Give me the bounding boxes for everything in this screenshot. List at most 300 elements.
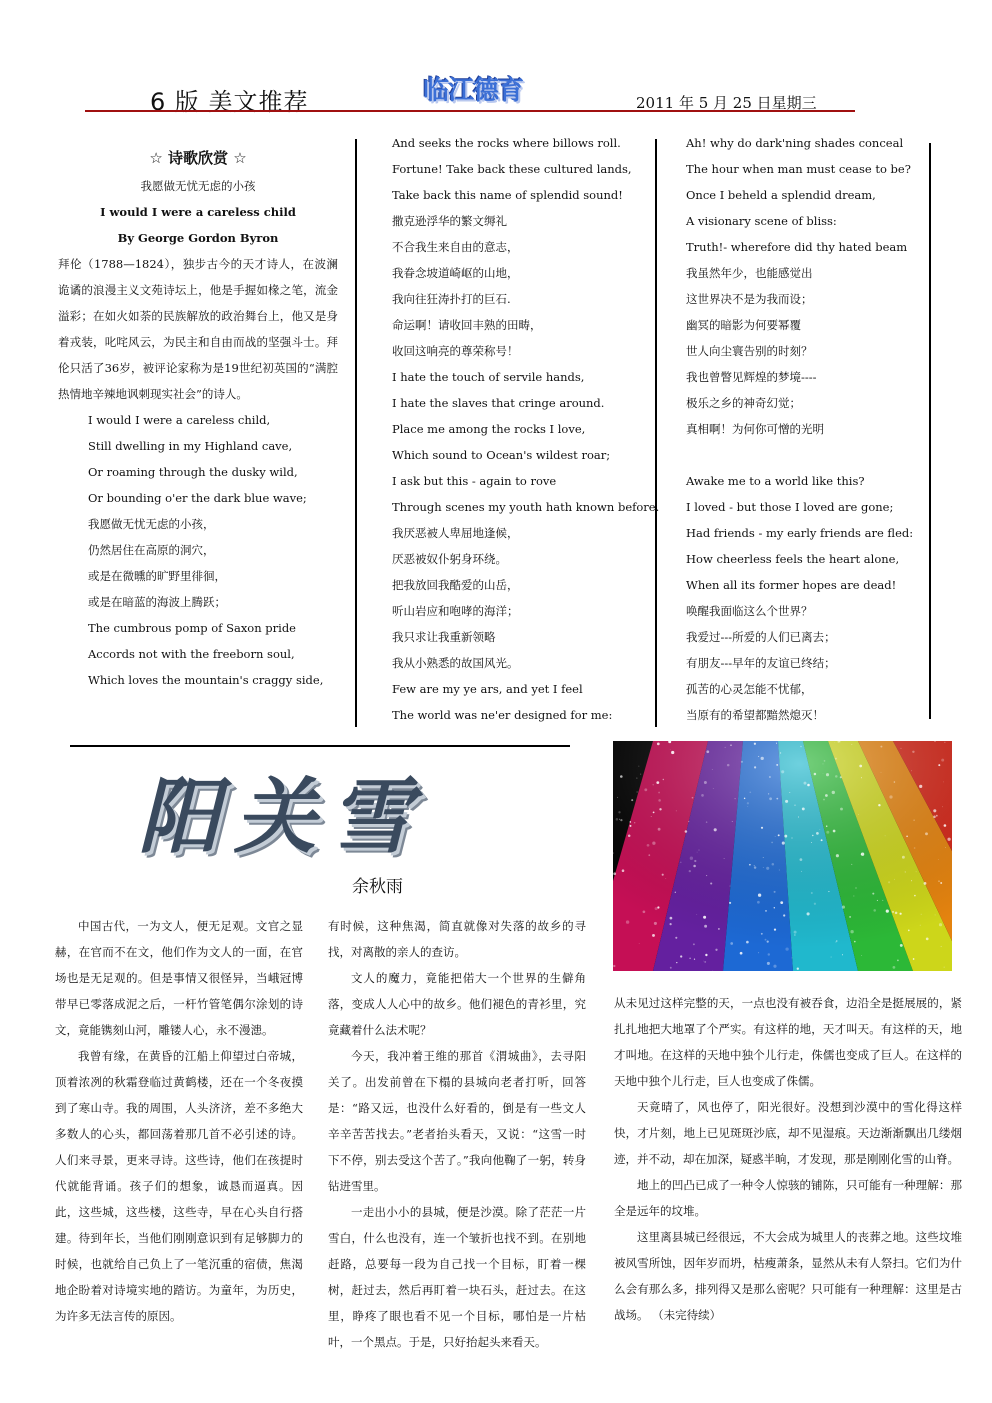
glitter-sparkle bbox=[942, 806, 943, 807]
essay-paragraph: 中国古代，一为文人，便无足观。文官之显赫，在官而不在文，他们作为文人的一面，在官场也是无足观的。但是事情又很怪异，当峨冠博带早已零落成泥之后，一杆竹管笔偶尔涂划的诗文，竟能镌刻山河，雕镂人心，永不漫漶。 bbox=[55, 919, 303, 1037]
poem-line: Once I beheld a splendid dream, bbox=[686, 188, 876, 202]
glitter-sparkle bbox=[802, 807, 805, 810]
poem-line: I loved - but those I loved are gone; bbox=[686, 500, 894, 514]
glitter-sparkle bbox=[943, 781, 944, 782]
glitter-sparkle bbox=[940, 882, 942, 884]
glitter-sparkle bbox=[703, 961, 704, 962]
poem-line: 我从小熟悉的故国风光。 bbox=[392, 656, 519, 670]
glitter-sparkle bbox=[754, 743, 756, 745]
glitter-sparkle bbox=[814, 773, 817, 776]
rainbow-glitter-image bbox=[613, 741, 952, 971]
poem-line: Or bounding o'er the dark blue wave; bbox=[88, 491, 307, 505]
glitter-sparkle bbox=[885, 835, 886, 836]
essay-paragraph: 这里离县城已经很远，不大会成为城里人的丧葬之地。这些坟堆被风雪所蚀，因年岁而坍，枯瘦萧条，显然从未有人祭扫。它们为什么会有那么多，排列得又是那么密呢？只可能有一种理解：这里是古战场。 （未完待续） bbox=[614, 1230, 962, 1322]
poem-line: The world was ne'er designed for me: bbox=[392, 708, 613, 722]
column-divider bbox=[929, 143, 931, 719]
glitter-sparkle bbox=[754, 766, 756, 768]
glitter-sparkle bbox=[858, 814, 859, 815]
glitter-sparkle bbox=[713, 788, 714, 789]
poem-line: I hate the slaves that cringe around. bbox=[392, 396, 605, 410]
glitter-sparkle bbox=[765, 939, 767, 941]
glitter-sparkle bbox=[878, 804, 880, 806]
glitter-sparkle bbox=[936, 815, 938, 817]
glitter-sparkle bbox=[688, 821, 689, 822]
glitter-sparkle bbox=[774, 929, 776, 931]
poem-line: 不合我生来自由的意志， bbox=[392, 240, 519, 254]
glitter-sparkle bbox=[670, 923, 672, 925]
glitter-sparkle bbox=[680, 955, 682, 957]
glitter-sparkle bbox=[789, 792, 790, 793]
glitter-sparkle bbox=[761, 827, 763, 829]
poem-column-1 bbox=[58, 143, 338, 693]
poem-line: The hour when man must cease to be? bbox=[686, 162, 911, 176]
glitter-sparkle bbox=[734, 798, 735, 799]
poem-line: 仍然居住在高原的洞穴， bbox=[88, 543, 215, 557]
glitter-sparkle bbox=[730, 745, 731, 746]
glitter-sparkle bbox=[725, 747, 726, 748]
glitter-sparkle bbox=[620, 775, 623, 778]
poem-line: Take back this name of splendid sound! bbox=[392, 188, 623, 202]
glitter-sparkle bbox=[758, 756, 759, 757]
glitter-sparkle bbox=[850, 930, 853, 933]
glitter-sparkle bbox=[889, 795, 892, 798]
poem-line: 我只求让我重新领略 bbox=[392, 630, 496, 644]
glitter-sparkle bbox=[826, 825, 827, 826]
glitter-sparkle bbox=[689, 958, 691, 960]
essay-paragraph: 今天，我冲着王维的那首《渭城曲》，去寻阳关了。出发前曾在下榻的县城向老者打听，回答是：“路又远，也没什么好看的，倒是有一些文人辛辛苦苦找去。”老者抬头看天，又说：“这雪一时下不停，别去受这个苦了。”我向他鞠了一躬，转身钻进雪里。 bbox=[328, 1049, 586, 1193]
glitter-sparkle bbox=[704, 925, 707, 928]
glitter-sparkle bbox=[690, 857, 693, 860]
poem-line: 世人向尘寰告别的时刻？ bbox=[686, 344, 813, 358]
glitter-sparkle bbox=[925, 832, 928, 835]
glitter-sparkle bbox=[882, 900, 883, 901]
glitter-sparkle bbox=[653, 812, 655, 814]
poem-line: I would I were a careless child, bbox=[88, 413, 271, 427]
glitter-sparkle bbox=[801, 871, 802, 872]
glitter-sparkle bbox=[710, 882, 712, 884]
glitter-sparkle bbox=[933, 816, 936, 819]
glitter-sparkle bbox=[763, 867, 764, 868]
glitter-sparkle bbox=[676, 962, 677, 963]
glitter-sparkle bbox=[906, 835, 908, 837]
glitter-sparkle bbox=[665, 878, 666, 879]
glitter-sparkle bbox=[888, 881, 890, 883]
glitter-sparkle bbox=[794, 804, 796, 806]
glitter-sparkle bbox=[616, 818, 619, 821]
glitter-sparkle bbox=[671, 751, 674, 754]
glitter-sparkle bbox=[694, 959, 695, 960]
glitter-sparkle bbox=[727, 764, 730, 767]
glitter-sparkle bbox=[912, 751, 914, 753]
glitter-sparkle bbox=[630, 821, 632, 823]
glitter-sparkle bbox=[804, 782, 807, 785]
essay-title: 阳关雪 bbox=[138, 770, 426, 865]
glitter-sparkle bbox=[747, 802, 749, 804]
masthead-logo: 临江德育 bbox=[423, 76, 524, 106]
glitter-sparkle bbox=[779, 870, 780, 871]
glitter-sparkle bbox=[746, 941, 749, 944]
glitter-sparkle bbox=[754, 866, 756, 868]
glitter-sparkle bbox=[877, 900, 878, 901]
poem-line: 我眷念坡道崎岖的山地， bbox=[392, 266, 519, 280]
glitter-sparkle bbox=[659, 808, 661, 810]
glitter-sparkle bbox=[913, 958, 915, 960]
glitter-sparkle bbox=[902, 856, 905, 859]
glitter-sparkle bbox=[670, 967, 672, 969]
glitter-sparkle bbox=[792, 838, 793, 839]
glitter-sparkle bbox=[706, 821, 708, 823]
glitter-sparkle bbox=[663, 779, 664, 780]
glitter-sparkle bbox=[900, 913, 902, 915]
glitter-sparkle bbox=[897, 960, 899, 962]
glitter-sparkle bbox=[701, 794, 704, 797]
poem-line: 唤醒我面临这么个世界？ bbox=[686, 604, 813, 618]
poem-line: 我厌恶被人卑屈地逢候， bbox=[392, 526, 519, 540]
glitter-sparkle bbox=[676, 811, 677, 812]
glitter-sparkle bbox=[836, 854, 839, 857]
glitter-sparkle bbox=[908, 930, 910, 932]
glitter-sparkle bbox=[916, 871, 917, 872]
glitter-sparkle bbox=[706, 750, 709, 753]
glitter-sparkle bbox=[921, 914, 922, 915]
glitter-sparkle bbox=[807, 784, 810, 787]
glitter-sparkle bbox=[814, 903, 816, 905]
poem-line: Ah! why do dark'ning shades conceal bbox=[686, 136, 904, 150]
glitter-sparkle bbox=[913, 820, 914, 821]
glitter-sparkle bbox=[637, 791, 638, 792]
poem-line: Place me among the rocks I love, bbox=[392, 422, 586, 436]
poem-line: A visionary scene of bliss: bbox=[686, 214, 837, 228]
glitter-sparkle bbox=[652, 784, 653, 785]
poem-line: 我也曾瞥见辉煌的梦境---- bbox=[686, 370, 817, 384]
glitter-sparkle bbox=[628, 835, 631, 838]
glitter-sparkle bbox=[758, 894, 761, 897]
poem-line: I hate the touch of servile hands, bbox=[392, 370, 585, 384]
essay-rule bbox=[70, 745, 570, 747]
poem-line: How cheerless feels the heart alone, bbox=[686, 552, 900, 566]
glitter-sparkle bbox=[826, 831, 829, 834]
essay-author: 余秋雨 bbox=[352, 877, 403, 897]
glitter-sparkle bbox=[761, 757, 764, 760]
glitter-sparkle bbox=[630, 825, 632, 827]
glitter-sparkle bbox=[741, 761, 743, 763]
glitter-sparkle bbox=[835, 941, 836, 942]
glitter-sparkle bbox=[944, 967, 945, 968]
glitter-sparkle bbox=[859, 765, 862, 768]
glitter-sparkle bbox=[692, 797, 694, 799]
glitter-sparkle bbox=[699, 850, 700, 851]
glitter-sparkle bbox=[780, 901, 783, 904]
glitter-sparkle bbox=[938, 880, 940, 882]
glitter-sparkle bbox=[784, 835, 787, 838]
glitter-sparkle bbox=[730, 942, 733, 945]
glitter-sparkle bbox=[693, 865, 696, 868]
glitter-sparkle bbox=[880, 746, 882, 748]
glitter-sparkle bbox=[792, 957, 793, 958]
poem-line: Few are my ye ars, and yet I feel bbox=[392, 682, 583, 696]
glitter-sparkle bbox=[800, 746, 802, 748]
glitter-sparkle bbox=[619, 819, 620, 820]
glitter-sparkle bbox=[652, 934, 655, 937]
glitter-sparkle bbox=[911, 880, 912, 881]
glitter-sparkle bbox=[794, 934, 795, 935]
poem-section-heading: ☆ 诗歌欣赏 ☆ bbox=[149, 149, 247, 167]
header-rule bbox=[85, 110, 855, 112]
glitter-sparkle bbox=[775, 836, 776, 837]
glitter-sparkle bbox=[886, 910, 889, 913]
poem-line: Through scenes my youth hath known before. bbox=[392, 500, 660, 514]
glitter-sparkle bbox=[819, 829, 820, 830]
poem-line: 或是在微曛的旷野里徘徊， bbox=[88, 569, 226, 583]
glitter-sparkle bbox=[670, 917, 673, 920]
essay-paragraph: 文人的魔力，竟能把偌大一个世界的生僻角落，变成人人心中的故乡。他们褪色的青衫里，究竟藏着什么法术呢？ bbox=[328, 971, 586, 1037]
glitter-sparkle bbox=[851, 744, 852, 745]
glitter-sparkle bbox=[823, 799, 825, 801]
glitter-sparkle bbox=[854, 941, 856, 943]
glitter-sparkle bbox=[776, 798, 778, 800]
glitter-sparkle bbox=[767, 940, 769, 942]
glitter-sparkle bbox=[835, 775, 838, 778]
glitter-sparkle bbox=[861, 955, 862, 956]
glitter-sparkle bbox=[657, 743, 660, 746]
glitter-sparkle bbox=[872, 893, 874, 895]
poem-line: 把我放回我酷爱的山岳， bbox=[392, 578, 519, 592]
glitter-sparkle bbox=[657, 906, 659, 908]
glitter-sparkle bbox=[643, 910, 646, 913]
glitter-sparkle bbox=[651, 816, 652, 817]
poem-line bbox=[686, 442, 926, 468]
glitter-sparkle bbox=[945, 847, 946, 848]
glitter-sparkle bbox=[785, 947, 788, 950]
glitter-sparkle bbox=[873, 909, 876, 912]
column-divider bbox=[655, 139, 657, 727]
glitter-sparkle bbox=[670, 749, 671, 750]
poet-biography: 拜伦（1788—1824），独步古今的天才诗人，在波澜诡谲的浪漫主义文苑诗坛上，他是手握如椽之笔，流金溢彩；在如火如荼的民族解放的政治舞台上，他又是身着戎装，叱咤风云，为民主和自由而战的坚强斗士。拜伦只活了36岁，被评论家称为是19世纪初英国的“满腔热情地辛辣地讽刺现实社会”的诗人。 bbox=[58, 257, 338, 401]
glitter-sparkle bbox=[766, 867, 769, 870]
glitter-sparkle bbox=[824, 760, 826, 762]
glitter-sparkle bbox=[842, 954, 843, 955]
glitter-sparkle bbox=[754, 865, 755, 866]
glitter-sparkle bbox=[740, 952, 743, 955]
glitter-sparkle bbox=[914, 847, 916, 849]
glitter-sparkle bbox=[880, 772, 881, 773]
glitter-sparkle bbox=[765, 910, 767, 912]
glitter-sparkle bbox=[935, 914, 936, 915]
glitter-sparkle bbox=[758, 952, 759, 953]
essay-paragraph: 我曾有缘，在黄昏的江船上仰望过白帝城，顶着浓冽的秋霜登临过黄鹤楼，还在一个冬夜摸到了寒山寺。我的周围，人头济济，差不多绝大多数人的心头，都回荡着那几首不必引述的诗。人们来寻景，更来寻诗。这些诗，他们在孩提时代就能背诵。孩子们的想象，诚恳而逼真。因此，这些城，这些楼，这些寺，早在心头自行搭建。待到年长，当他们刚刚意识到有足够脚力的时候，也就给自己负上了一笔沉重的宿债，焦渴地企盼着对诗境实地的踏访。为童年，为历史，为许多无法言传的原因。 bbox=[55, 1049, 303, 1323]
glitter-sparkle bbox=[831, 957, 832, 958]
glitter-sparkle bbox=[696, 914, 697, 915]
glitter-sparkle bbox=[771, 842, 773, 844]
glitter-sparkle bbox=[761, 933, 763, 935]
poem-line: I ask but this - again to rove bbox=[392, 474, 557, 488]
glitter-sparkle bbox=[778, 834, 780, 836]
glitter-sparkle bbox=[724, 858, 725, 859]
poem-line: Had friends - my early friends are fled: bbox=[686, 526, 914, 540]
page-section-label: 6 版 美文推荐 bbox=[150, 88, 309, 116]
glitter-sparkle bbox=[926, 938, 929, 941]
glitter-sparkle bbox=[797, 968, 799, 970]
poem-line: 极乐之乡的神奇幻觉； bbox=[686, 396, 801, 410]
glitter-sparkle bbox=[638, 766, 639, 767]
poem-line: 孤苦的心灵怎能不忧郁， bbox=[686, 682, 813, 696]
poem-line: 我虽然年少，也能感觉出 bbox=[686, 266, 813, 280]
poem-line: The cumbrous pomp of Saxon pride bbox=[88, 621, 296, 635]
glitter-sparkle bbox=[835, 758, 837, 760]
poem-line: Fortune! Take back these cultured lands, bbox=[392, 162, 632, 176]
glitter-sparkle bbox=[811, 842, 812, 843]
essay-column-2 bbox=[328, 913, 586, 1355]
poem-column-2 bbox=[392, 130, 660, 728]
glitter-sparkle bbox=[662, 874, 664, 876]
glitter-sparkle bbox=[749, 864, 751, 866]
essay-paragraph: 一走出小小的县城，便是沙漠。除了茫茫一片雪白，什么也没有，连一个皱折也找不到。在别地赶路，总要每一段为自己找一个目标，盯着一棵树，赶过去，然后再盯着一块石头，赶过去。在这里，睁疼了眼也看不见一个目标，哪怕是一片枯叶，一个黑点。于是，只好抬起头来看天。 bbox=[328, 1205, 586, 1349]
glitter-sparkle bbox=[782, 842, 785, 845]
glitter-sparkle bbox=[712, 970, 713, 971]
glitter-sparkle bbox=[920, 925, 921, 926]
poem-line: 这世界决不是为我而设； bbox=[686, 292, 813, 306]
glitter-sparkle bbox=[767, 962, 770, 965]
glitter-sparkle bbox=[636, 778, 637, 779]
glitter-sparkle bbox=[644, 788, 647, 791]
glitter-sparkle bbox=[748, 806, 749, 807]
glitter-sparkle bbox=[854, 896, 855, 897]
glitter-sparkle bbox=[658, 792, 660, 794]
glitter-sparkle bbox=[893, 966, 896, 969]
poem-line: 当原有的希望都黯然熄灭！ bbox=[686, 708, 824, 722]
glitter-sparkle bbox=[941, 759, 944, 762]
glitter-sparkle bbox=[783, 914, 785, 916]
poem-line: 厌恶被奴仆躬身环绕。 bbox=[392, 552, 507, 566]
glitter-sparkle bbox=[828, 891, 829, 892]
glitter-sparkle bbox=[941, 946, 942, 947]
glitter-sparkle bbox=[763, 857, 764, 858]
poem-author: By George Gordon Byron bbox=[117, 231, 279, 245]
poem-line: Truth!- wherefore did thy hated beam bbox=[686, 240, 908, 254]
glitter-sparkle bbox=[800, 858, 803, 861]
glitter-sparkle bbox=[693, 943, 695, 945]
poem-line: When all its former hopes are dead! bbox=[686, 578, 897, 592]
glitter-sparkle bbox=[933, 809, 936, 812]
glitter-sparkle bbox=[840, 776, 842, 778]
glitter-sparkle bbox=[785, 800, 788, 803]
glitter-sparkle bbox=[773, 965, 776, 968]
glitter-sparkle bbox=[812, 835, 813, 836]
poem-line: 撒克逊浮华的繁文缛礼 bbox=[392, 214, 507, 228]
glitter-sparkle bbox=[675, 892, 676, 893]
poem-line: Or roaming through the dusky wild, bbox=[88, 465, 298, 479]
poem-line: Which loves the mountain's craggy side, bbox=[88, 673, 324, 687]
poem-line: 我愿做无忧无虑的小孩， bbox=[88, 517, 215, 531]
glitter-sparkle bbox=[944, 824, 947, 827]
glitter-sparkle bbox=[704, 781, 707, 784]
glitter-sparkle bbox=[718, 928, 720, 930]
glitter-sparkle bbox=[648, 854, 650, 856]
glitter-sparkle bbox=[768, 953, 770, 955]
glitter-sparkle bbox=[911, 770, 912, 771]
poem-lines bbox=[58, 407, 338, 693]
glitter-sparkle bbox=[947, 838, 950, 841]
poem-line: And seeks the rocks where billows roll. bbox=[392, 136, 621, 150]
poem-line: Awake me to a world like this? bbox=[686, 474, 865, 488]
glitter-sparkle bbox=[655, 907, 658, 910]
glitter-sparkle bbox=[712, 769, 713, 770]
glitter-sparkle bbox=[774, 907, 775, 908]
glitter-sparkle bbox=[894, 879, 895, 880]
glitter-sparkle bbox=[816, 832, 819, 835]
glitter-sparkle bbox=[861, 777, 862, 778]
glitter-sparkle bbox=[823, 763, 824, 764]
glitter-sparkle bbox=[647, 844, 650, 847]
glitter-sparkle bbox=[715, 949, 717, 951]
glitter-sparkle bbox=[732, 821, 733, 822]
glitter-sparkle bbox=[730, 886, 731, 887]
glitter-sparkle bbox=[634, 822, 635, 823]
poem-line: 真相啊！为何你可憎的光明 bbox=[686, 422, 824, 436]
glitter-sparkle bbox=[744, 798, 745, 799]
poem-line: Accords not with the freeborn soul, bbox=[88, 647, 295, 661]
glitter-sparkle bbox=[689, 870, 691, 872]
glitter-sparkle bbox=[631, 799, 633, 801]
glitter-sparkle bbox=[618, 811, 620, 813]
rainbow-glitter-illustration bbox=[613, 741, 952, 971]
glitter-sparkle bbox=[703, 916, 706, 919]
glitter-sparkle bbox=[694, 860, 696, 862]
essay-paragraph: 天竟晴了，风也停了，阳光很好。没想到沙漠中的雪化得这样快，才片刻，地上已见斑斑沙底，却不见湿痕。天边渐渐飘出几缕烟迹，并不动，却在加深，疑惑半晌，才发现，那是刚刚化雪的山脊。 bbox=[614, 1100, 962, 1166]
glitter-sparkle bbox=[823, 773, 824, 774]
glitter-sparkle bbox=[914, 895, 916, 897]
glitter-sparkle bbox=[811, 892, 813, 894]
glitter-sparkle bbox=[654, 922, 657, 925]
poem-line: 收回这响亮的尊荣称号！ bbox=[392, 344, 519, 358]
glitter-sparkle bbox=[938, 859, 939, 860]
glitter-sparkle bbox=[613, 872, 616, 875]
glitter-sparkle bbox=[658, 828, 661, 831]
glitter-sparkle bbox=[640, 774, 641, 775]
glitter-sparkle bbox=[781, 770, 784, 773]
poem-line: Which sound to Ocean's wildest roar; bbox=[392, 448, 611, 462]
glitter-sparkle bbox=[851, 864, 852, 865]
glitter-sparkle bbox=[626, 920, 629, 923]
glitter-sparkle bbox=[697, 852, 698, 853]
essay-column-3 bbox=[614, 990, 962, 1328]
glitter-sparkle bbox=[675, 937, 677, 939]
glitter-sparkle bbox=[776, 764, 778, 766]
glitter-sparkle bbox=[774, 891, 776, 893]
glitter-sparkle bbox=[895, 912, 898, 915]
glitter-sparkle bbox=[939, 923, 942, 926]
essay-column-1 bbox=[55, 913, 303, 1329]
poem-lines bbox=[392, 130, 660, 728]
glitter-sparkle bbox=[924, 882, 927, 885]
glitter-sparkle bbox=[833, 830, 836, 833]
essay-paragraph: 从未见过这样完整的天，一点也没有被吞食，边沿全是挺展展的，紧扎扎地把大地罩了个严实。有这样的地，天才叫天。有这样的天，地才叫地。在这样的天地中独个儿行走，侏儒也变成了巨人。在这样的天地中独个儿行走，巨人也变成了侏儒。 bbox=[614, 996, 962, 1088]
glitter-sparkle bbox=[769, 776, 771, 778]
poem-title-cn: 我愿做无忧无虑的小孩 bbox=[140, 179, 256, 193]
poem-line: 听山岩应和咆哮的海洋； bbox=[392, 604, 519, 618]
glitter-sparkle bbox=[944, 742, 945, 743]
glitter-sparkle bbox=[704, 961, 706, 963]
poem-line: 我爱过---所爱的人们已离去； bbox=[686, 630, 836, 644]
glitter-sparkle bbox=[658, 799, 661, 802]
poem-line: Still dwelling in my Highland cave, bbox=[88, 439, 293, 453]
glitter-sparkle bbox=[685, 830, 688, 833]
glitter-sparkle bbox=[849, 916, 851, 918]
glitter-sparkle bbox=[705, 954, 707, 956]
glitter-sparkle bbox=[617, 797, 618, 798]
glitter-sparkle bbox=[680, 862, 681, 863]
poem-column-3 bbox=[686, 130, 926, 728]
